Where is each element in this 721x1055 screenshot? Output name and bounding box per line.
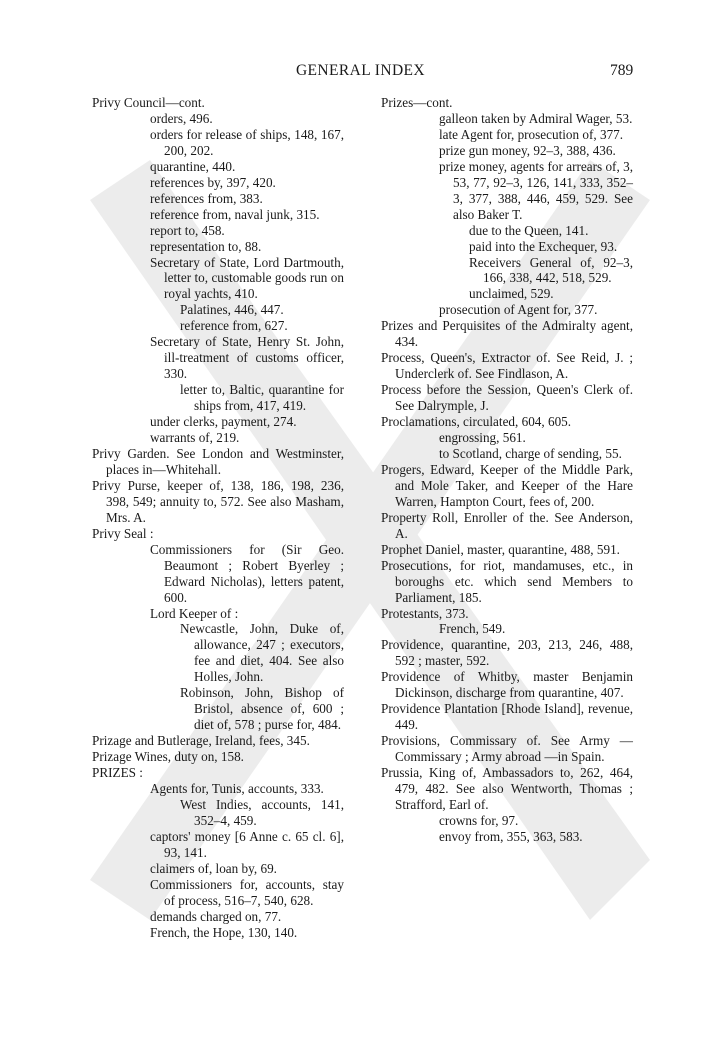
index-entry: Providence Plantation [Rhode Island], revenue, 449. [381,701,633,733]
index-entry: paid into the Exchequer, 93. [469,238,618,254]
right-column [381,95,633,845]
index-entry: PRIZES : [92,765,143,781]
index-entry: crowns for, 97. [439,812,519,828]
index-entry: Privy Purse, keeper of, 138, 186, 198, 236, 398, 549; annuity to, 572. See also Masham, Mrs. A. [92,477,344,525]
index-entry: Newcastle, John, Duke of, allowance, 247 ; executors, fee and diet, 404. See also Holles, John. [180,621,344,685]
index-entry: Prizes and Perquisites of the Admiralty agent, 434. [381,318,633,350]
index-entry: prize money, agents for arrears of, 3, 53, 77, 92–3, 126, 141, 333, 352–3, 377, 388, 446, 459, 529. See also Baker T. [439,158,633,222]
index-entry: warrants of, 219. [150,430,240,446]
index-entry: under clerks, payment, 274. [150,414,297,430]
index-entry: galleon taken by Admiral Wager, 53. [439,110,633,126]
index-entry: Receivers General of, 92–3, 166, 338, 442, 518, 529. [469,254,633,286]
index-entry: West Indies, accounts, 141, 352–4, 459. [180,796,344,828]
index-entry: Prosecutions, for riot, mandamuses, etc., in boroughs etc. which send Members to Parliament, 185. [381,557,633,605]
index-entry: Privy Seal : [92,525,154,541]
index-entry: Privy Council—cont. [92,95,205,110]
index-entry: Prizage and Butlerage, Ireland, fees, 345. [92,733,310,749]
index-entry: French, the Hope, 130, 140. [150,924,298,940]
index-entry: Prizes—cont. [381,95,453,110]
index-entry: Lord Keeper of : [150,605,239,621]
index-entry: Prizage Wines, duty on, 158. [92,749,244,765]
index-entry: engrossing, 561. [439,430,526,446]
index-entry: references by, 397, 420. [150,174,276,190]
index-entry: prize gun money, 92–3, 388, 436. [439,142,616,158]
index-entry: Robinson, John, Bishop of Bristol, absence of, 600 ; diet of, 578 ; purse for, 484. [180,685,344,733]
index-entry: quarantine, 440. [150,158,236,174]
index-entry: orders for release of ships, 148, 167, 200, 202. [150,126,344,158]
index-entry: report to, 458. [150,222,225,238]
index-entry: to Scotland, charge of sending, 55. [439,445,622,461]
index-entry: Prophet Daniel, master, quarantine, 488, 591. [381,541,620,557]
left-column [92,95,344,941]
page-title: GENERAL INDEX [295,62,426,79]
index-entry: Providence, quarantine, 203, 213, 246, 488, 592 ; master, 592. [381,637,633,669]
index-entry: Providence of Whitby, master Benjamin Dickinson, discharge from quarantine, 407. [381,669,633,701]
index-entry: Progers, Edward, Keeper of the Middle Park, and Mole Taker, and Keeper of the Hare Warren, Hampton Court, fees of, 200. [381,461,633,509]
index-entry: Palatines, 446, 447. [180,302,284,318]
index-entry: Agents for, Tunis, accounts, 333. [150,780,324,796]
index-entry: envoy from, 355, 363, 583. [439,828,583,844]
page-header [0,62,721,84]
index-entry: Secretary of State, Henry St. John, ill-treatment of customs officer, 330. [150,334,344,382]
index-entry: Process, Queen's, Extractor of. See Reid, J. ; Underclerk of. See Findlason, A. [381,350,633,382]
index-entry: Privy Garden. See London and Westminster, places in—Whitehall. [92,445,344,477]
index-entry: late Agent for, prosecution of, 377. [439,126,624,142]
index-entry: orders, 496. [150,110,213,126]
page-number: 789 [610,62,634,79]
index-entry: Secretary of State, Lord Dartmouth, letter to, customable goods run on royal yachts, 410. [150,254,344,302]
index-entry: unclaimed, 529. [469,286,554,302]
index-entry: reference from, naval junk, 315. [150,206,320,222]
index-entry: Provisions, Commissary of. See Army —Commissary ; Army abroad —in Spain. [381,733,633,765]
index-entry: captors' money [6 Anne c. 65 cl. 6], 93, 141. [150,828,344,860]
index-entry: Protestants, 373. [381,605,469,621]
index-entry: Prussia, King of, Ambassadors to, 262, 464, 479, 482. See also Wentworth, Thomas ; Strafford, Earl of. [381,765,633,812]
index-entry: references from, 383. [150,190,263,206]
index-entry: claimers of, loan by, 69. [150,860,277,876]
index-entry: prosecution of Agent for, 377. [439,302,598,318]
index-entry: letter to, Baltic, quarantine for ships from, 417, 419. [180,382,344,414]
index-entry: reference from, 627. [180,318,288,334]
index-entry: Property Roll, Enroller of the. See Anderson, A. [381,509,633,541]
index-entry: French, 549. [439,621,506,637]
index-entry: Proclamations, circulated, 604, 605. [381,414,572,430]
index-entry: due to the Queen, 141. [469,222,589,238]
index-entry: Process before the Session, Queen's Clerk of. See Dalrymple, J. [381,382,633,414]
index-entry: Commissioners for (Sir Geo. Beaumont ; Robert Byerley ; Edward Nicholas), letters patent, 600. [150,541,344,605]
index-entry: demands charged on, 77. [150,908,282,924]
index-entry: representation to, 88. [150,238,262,254]
index-entry: Commissioners for, accounts, stay of process, 516–7, 540, 628. [150,876,344,908]
